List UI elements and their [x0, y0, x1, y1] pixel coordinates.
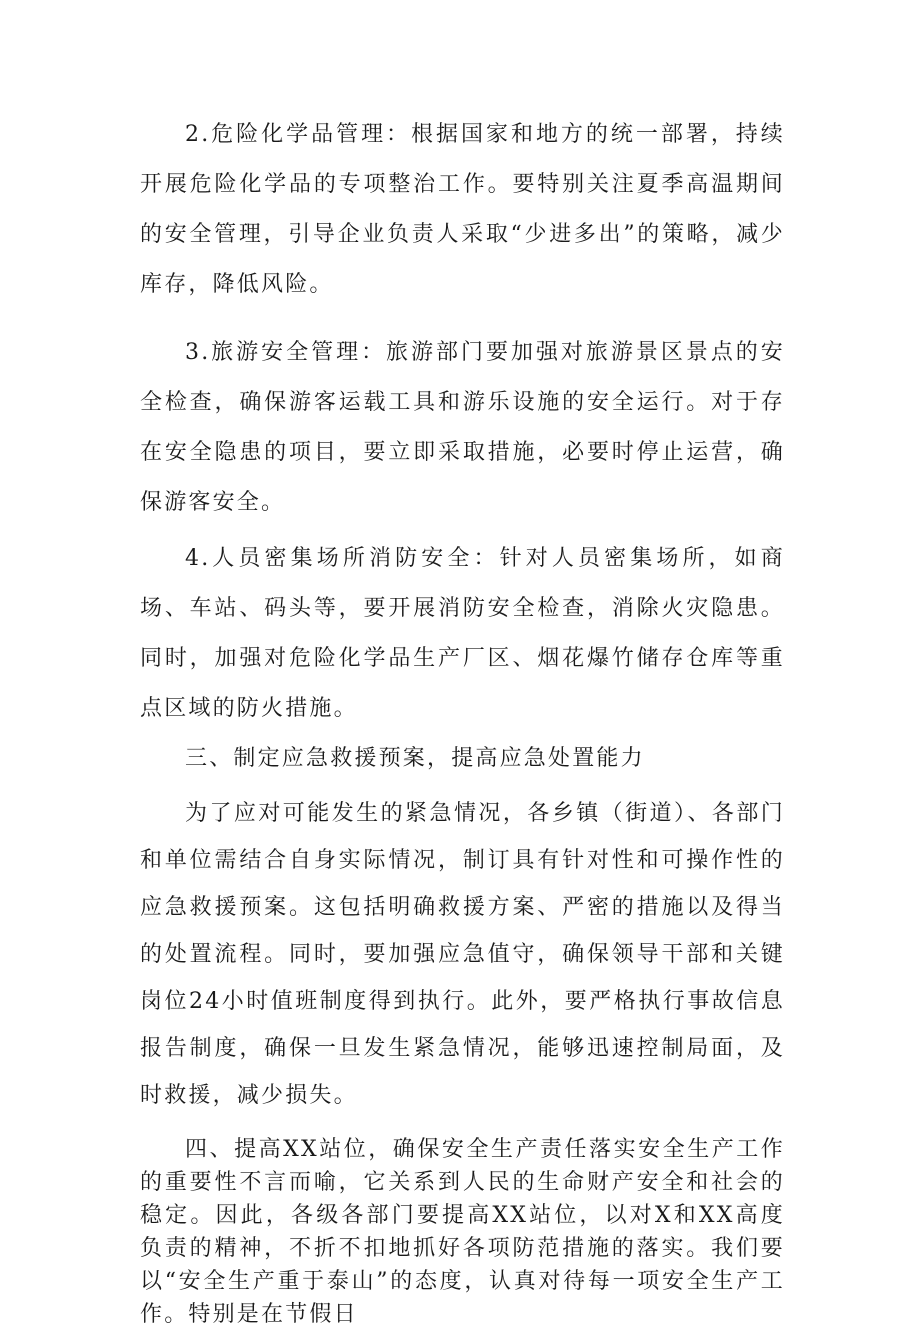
paragraph-tourism-safety: 3.旅游安全管理：旅游部门要加强对旅游景区景点的安全检查，确保游客运载工具和游乐设施的安全运行。对于存在安全隐患的项目，要立即采取措施，必要时停止运营，确保游客安全。 — [140, 340, 785, 515]
paragraph-crowded-places-fire-safety: 4.人员密集场所消防安全：针对人员密集场所，如商场、车站、码头等，要开展消防安全检查，消除火灾隐患。同时，加强对危险化学品生产厂区、烟花爆竹储存仓库等重点区域的防火措施。 — [140, 546, 785, 721]
paragraph-section-4: 四、提高XX站位，确保安全生产责任落实安全生产工作的重要性不言而喻，它关系到人民的生命财产安全和社会的稳定。因此，各级各部门要提高XX站位，以对X和XX高度负责的精神，不折不扣地抓好各项防范措施的落实。我们要以“安全生产重于泰山”的态度，认真对待每一项安全生产工作。特别是在节假日 — [140, 1137, 785, 1327]
paragraph-emergency-plan: 为了应对可能发生的紧急情况，各乡镇（街道）、各部门和单位需结合自身实际情况，制订具有针对性和可操作性的应急救援预案。这包括明确救援方案、严密的措施以及得当的处置流程。同时，要加强应急值守，确保领导干部和关键岗位24小时值班制度得到执行。此外，要严格执行事故信息报告制度，确保一旦发生紧急情况，能够迅速控制局面，及时救援，减少损失。 — [140, 801, 785, 1108]
paragraph-hazardous-chemicals: 2.危险化学品管理：根据国家和地方的统一部署，持续开展危险化学品的专项整治工作。要特别关注夏季高温期间的安全管理，引导企业负责人采取“少进多出”的策略，减少库存，降低风险。 — [140, 122, 785, 297]
document-page — [140, 110, 785, 1331]
section-heading-emergency-plan: 三、制定应急救援预案，提高应急处置能力 — [185, 746, 645, 771]
